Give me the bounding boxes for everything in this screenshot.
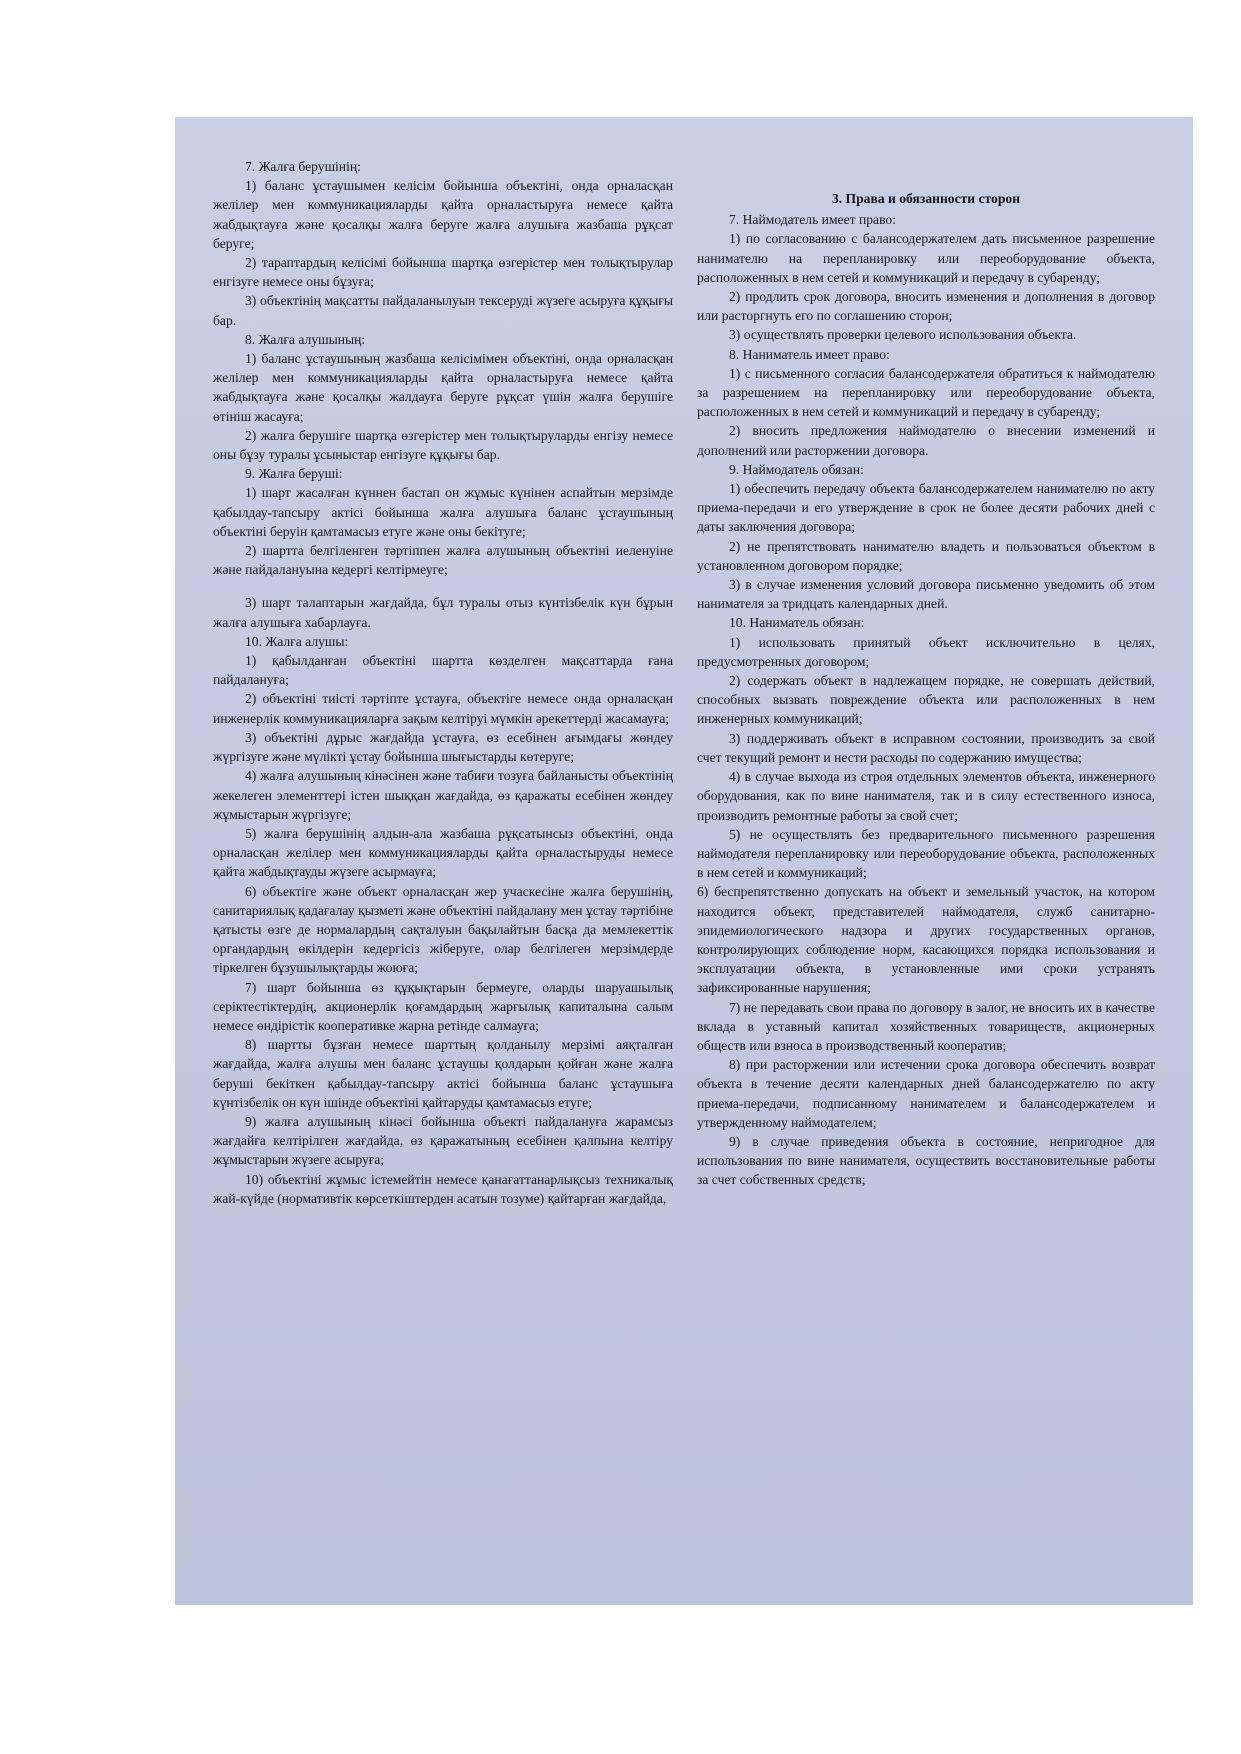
clause-heading: 9. Жалға беруші: xyxy=(245,466,343,482)
clause-heading: 10. Наниматель обязан: xyxy=(729,615,865,631)
clause-paragraph: 8) при расторжении или истечении срока договора обеспечить возврат объекта в течение десяти календарных дней балансодержателю по акту приема-передачи, подписанному нанимателем и балансодержателем и утвержденному наймодателем; xyxy=(697,1057,1155,1130)
clause-paragraph: 3) поддерживать объект в исправном состоянии, производить за свой счет текущий ремонт и нести расходы по содержанию имущества; xyxy=(697,730,1155,765)
clause-paragraph: 10) объектіні жұмыс істемейтін немесе қанағаттанарлықсыз техникалық жай-күйде (нормативтік көрсеткіштерден асатын тозуме) қайтарған жағдайда, xyxy=(213,1171,673,1206)
clause-paragraph: 5) жалға берушінің алдын-ала жазбаша рұқсатынсыз объектіні, онда орналасқан желілер мен коммуникацияларды қайта орналастыруды немесе қайта жабдықтауды жүзеге асырмауға; xyxy=(213,825,673,880)
left-column-kazakh xyxy=(213,157,673,1208)
clause-paragraph: 3) объектіні дұрыс жағдайда ұстауға, өз есебінен ағымдағы жөндеу жүргізуге және мүлікті ұстау бойынша шығыстарды көтеруге; xyxy=(213,729,673,765)
clause-paragraph: 5) не осуществлять без предварительного письменного разрешения наймодателя перепланировку или переоборудование объекта, расположенных в нем сетей и коммуникаций; xyxy=(697,826,1155,881)
clause-paragraph: 2) вносить предложения наймодателю о внесении изменений и дополнений или расторжении договора. xyxy=(697,423,1155,458)
clause-paragraph: 1) қабылданған объектіні шартта көзделген мақсаттарда ғана пайдалануға; xyxy=(213,653,673,688)
clause-paragraph: 1) использовать принятый объект исключительно в целях, предусмотренных договором; xyxy=(697,634,1155,669)
clause-paragraph: 6) объектіге және объект орналасқан жер учаскесіне жалға берушінің, санитариялық қадағалау қызметі және объектіні пайдалану мен ұстау тәртібіне қатысты өзге де нормалардың сақталуын бақылайтын басқа да мемлекеттік органдардың өкілдерін кедергісіз жіберуге, олар белгілеген мерзімдерде тіркелген бұзушылықтарды жоюға; xyxy=(213,883,673,976)
clause-heading: 10. Жалға алушы: xyxy=(245,633,349,649)
clause-paragraph: 3) объектінің мақсатты пайдаланылуын тексеруді жүзеге асыруға құқығы бар. xyxy=(213,293,673,328)
clause-paragraph: 2) содержать объект в надлежащем порядке, не совершать действий, способных вызвать повреждение объекта или расположенных в нем инженерных коммуникаций; xyxy=(697,673,1155,727)
clause-paragraph: 2) шартта белгіленген тәртіппен жалға алушының объектіні иеленуіне және пайдалануына кедергі келтірмеуге; xyxy=(213,543,673,578)
clause-paragraph: 1) по согласованию с балансодержателем дать письменное разрешение нанимателю на перепланировку или переоборудование объекта, расположенных в нем сетей и коммуникаций и передачу в субаренду; xyxy=(697,231,1155,285)
clause-paragraph: 3) осуществлять проверки целевого использования объекта. xyxy=(729,327,1077,343)
clause-paragraph: 3) шарт талаптарын жағдайда, бұл туралы отыз күнтізбелік күн бұрын жалға алушыға хабарлауға. xyxy=(213,595,673,630)
clause-heading: 7. Жалға берушінің: xyxy=(245,159,361,174)
clause-paragraph: 7) не передавать свои права по договору в залог, не вносить их в качестве вклада в уставный капитал хозяйственных товариществ, акционерных обществ или взноса в производственный кооператив; xyxy=(697,999,1155,1053)
clause-paragraph: 2) продлить срок договора, вносить изменения и дополнения в договор или расторгнуть его по соглашению сторон; xyxy=(697,289,1155,324)
paragraph-gap xyxy=(213,579,673,593)
clause-paragraph: 2) объектіні тиісті тәртіпте ұстауға, объектіге немесе онда орналасқан инженерлік коммуникацияларға зақым келтіруі мүмкін әрекеттерді жасамауға; xyxy=(213,691,673,726)
clause-paragraph: 1) шарт жасалған күннен бастап он жұмыс күнінен аспайтын мерзімде қабылдау-тапсыру актісі бойынша жалға алушыға баланс ұстаушының объектіні беруін қамтамасыз етуге және оны бекітуге; xyxy=(213,485,673,539)
clause-paragraph: 2) тараптардың келісімі бойынша шартқа өзгерістер мен толықтырулар енгізуге немесе оны бұзуға; xyxy=(213,255,673,290)
clause-paragraph: 7) шарт бойынша өз құқықтарын бермеуге, оларды шаруашылық серіктестіктердің, акционерлік қоғамдардың жарғылық капиталына салым немесе өндірістік кооперативке жарна ретінде салмауға; xyxy=(213,979,673,1033)
clause-paragraph: 2) не препятствовать нанимателю владеть и пользоваться объектом в установленном договором порядке; xyxy=(697,538,1155,573)
clause-paragraph: 8) шартты бұзған немесе шарттың қолданылу мерзімі аяқталған жағдайда, жалға алушы мен баланс ұстаушы қолдарын қойған және жалға беруші бекіткен қабылдау-тапсыру актісі бойынша баланс ұстаушыға күнтізбелік он күн ішінде объектіні қайтаруды қамтамасыз етуге; xyxy=(213,1037,673,1110)
clause-paragraph: 1) баланс ұстаушымен келісім бойынша объектіні, онда орналасқан желілер мен коммуникацияларды қайта орналастыруға немесе қайта жабдықтауға және қосалқы жалға беруге жалға алушыға жазбаша рұқсат беруге; xyxy=(213,178,673,251)
clause-paragraph: 4) в случае выхода из строя отдельных элементов объекта, инженерного оборудования, как по вине нанимателя, так и в силу естественного износа, производить ремонтные работы за свой счет; xyxy=(697,769,1155,823)
clause-paragraph: 1) обеспечить передачу объекта балансодержателем нанимателю по акту приема-передачи и его утверждение в срок не более десяти рабочих дней с даты заключения договора; xyxy=(697,481,1155,535)
clause-heading: 8. Наниматель имеет право: xyxy=(729,346,890,362)
scanned-page xyxy=(175,117,1193,1605)
section-title: 3. Права и обязанности сторон xyxy=(831,191,1021,206)
clause-heading: 7. Наймодатель имеет право: xyxy=(729,212,896,228)
clause-paragraph: 9) жалға алушының кінәсі бойынша объекті пайдалануға жарамсыз жағдайға келтірілген жағдайда, өз қаражатының есебінен қалпына келтіру жұмыстарын жүзеге асыруға; xyxy=(213,1113,673,1168)
clause-paragraph: 6) беспрепятственно допускать на объект и земельный участок, на котором находится объект, представителей наймодателя, служб санитарно-эпидемиологического надзора и других государственных органов, контролирующих соблюдение норм, касающихся порядка использования и эксплуатации объекта, в установленные ими сроки устранять зафиксированные нарушения; xyxy=(697,884,1155,996)
clause-paragraph: 3) в случае изменения условий договора письменно уведомить об этом нанимателя за тридцать календарных дней. xyxy=(697,577,1155,612)
clause-paragraph: 4) жалға алушының кінәсінен және табиғи тозуға байланысты объектінің жекелеген элементтері істен шыққан жағдайда, өз қаражаты есебінен жөндеу жұмыстарын жүргізуге; xyxy=(213,768,673,822)
right-column-russian xyxy=(697,189,1155,1190)
clause-paragraph: 9) в случае приведения объекта в состояние, непригодное для использования по вине нанимателя, осуществить восстановительные работы за счет собственных средств; xyxy=(697,1133,1155,1188)
clause-heading: 9. Наймодатель обязан: xyxy=(729,461,864,477)
clause-paragraph: 1) с письменного согласия балансодержателя обратиться к наймодателю за разрешением на перепланировку или переоборудование объекта, расположенных в нем сетей и коммуникаций и передачу в субаренду; xyxy=(697,365,1155,420)
clause-paragraph: 1) баланс ұстаушының жазбаша келісімімен объектіні, онда орналасқан желілер мен коммуникацияларды қайта орналастыруға немесе қайта жабдықтауға және қосалқы жалдауға беруге рұқсат үшін жалға берушіге өтініш жасауға; xyxy=(213,351,673,424)
clause-paragraph: 2) жалға берушіге шартқа өзгерістер мен толықтыруларды енгізу немесе оны бұзу туралы ұсыныстар енгізуге құқығы бар. xyxy=(213,427,673,463)
clause-heading: 8. Жалға алушының: xyxy=(245,331,366,347)
